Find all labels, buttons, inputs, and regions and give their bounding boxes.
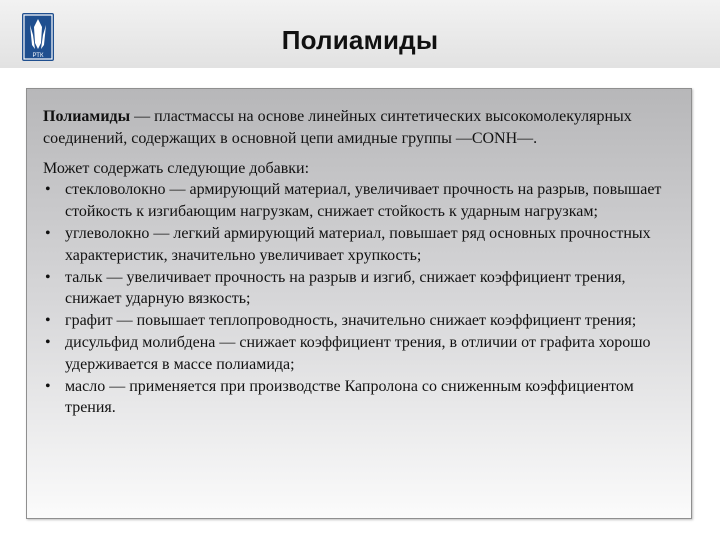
list-item-text: графит — повышает теплопроводность, значительно снижает коэффициент трения; (65, 312, 637, 330)
slide-header (0, 0, 720, 68)
list-item (43, 267, 677, 311)
list-item (43, 310, 677, 332)
additives-title: Может содержать следующие добавки: (43, 159, 310, 177)
list-item (43, 179, 677, 223)
bullet-icon: • (45, 377, 51, 395)
list-item (43, 376, 677, 420)
definition-paragraph (43, 106, 677, 150)
logo-text: РТК (32, 53, 44, 59)
list-item (43, 223, 677, 267)
list-item-text: стекловолокно — армирующий материал, увеличивает прочность на разрыв, повышает стойкость к изгибающим нагрузкам, снижает стойкость к ударным нагрузкам; (65, 181, 662, 221)
page-title: Полиамиды (281, 25, 439, 55)
definition-text: — пластмассы на основе линейных синтетических высокомолекулярных соединений, содержащих в основной цепи амидные группы —CONH—. (43, 108, 632, 147)
list-item-text: углеволокно — легкий армирующий материал, повышает ряд основных прочностных характеристик, значительно увеличивает хрупкость; (65, 224, 651, 264)
additives-list (43, 179, 677, 419)
definition-term: Полиамиды (43, 108, 131, 125)
bullet-icon: • (45, 312, 51, 330)
bullet-icon: • (45, 181, 51, 199)
list-item-text: дисульфид молибдена — снижает коэффициент трения, в отличии от графита хорошо удерживается в массе полиамида; (65, 333, 651, 373)
list-item (43, 332, 677, 376)
content-panel (26, 88, 692, 519)
list-item-text: тальк — увеличивает прочность на разрыв и изгиб, снижает коэффициент трения, снижает ударную вязкость; (65, 268, 626, 308)
bullet-icon: • (45, 224, 51, 242)
bullet-icon: • (45, 333, 51, 351)
bullet-icon: • (45, 268, 51, 286)
list-item-text: масло — применяется при производстве Капролона со сниженным коэффициентом трения. (65, 377, 634, 417)
